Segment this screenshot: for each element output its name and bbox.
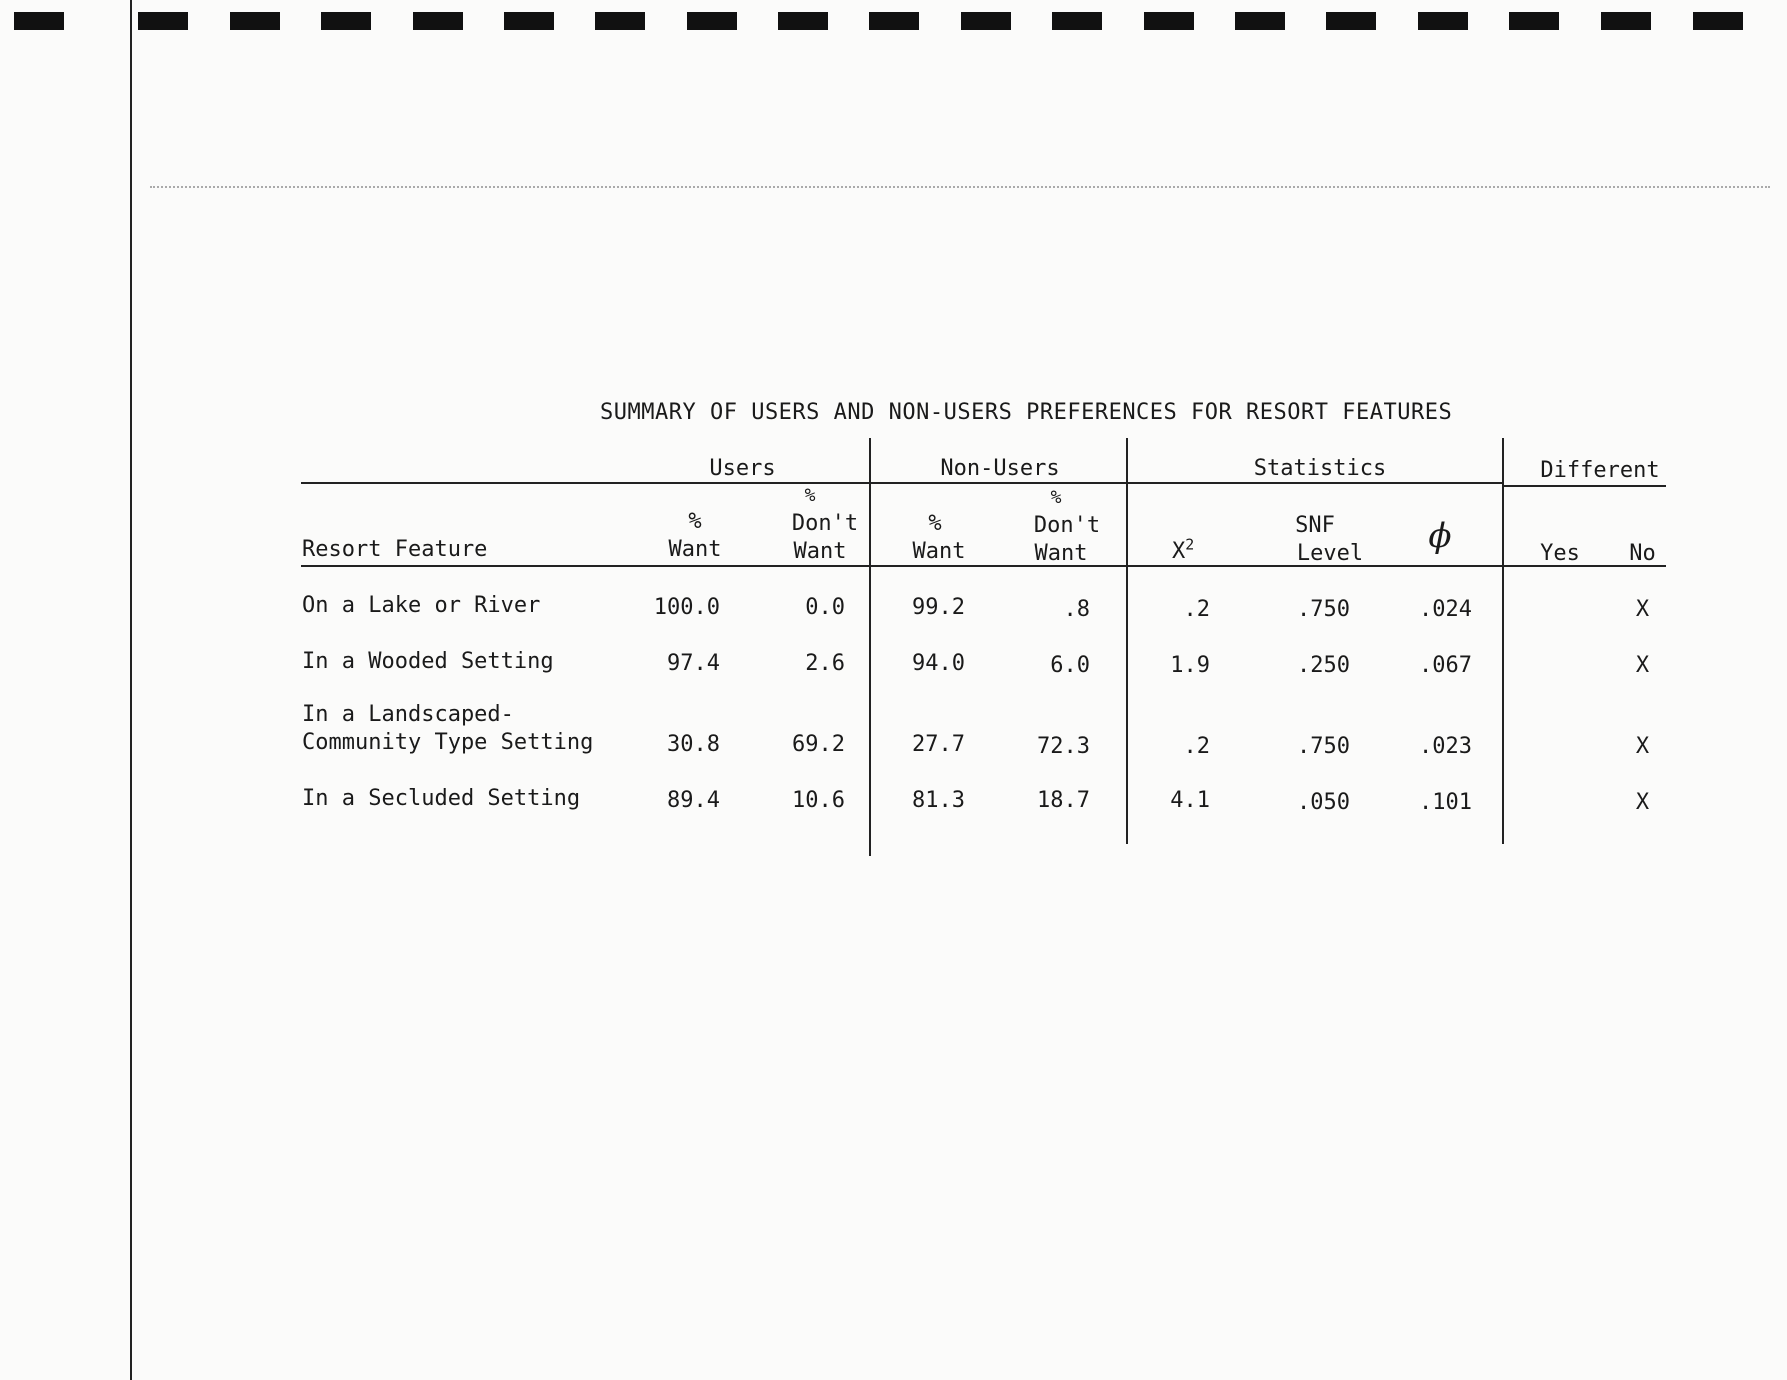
perforation-mark — [778, 12, 828, 30]
perforation-mark — [961, 12, 1011, 30]
perforation-mark — [1235, 12, 1285, 30]
table-title: SUMMARY OF USERS AND NON-USERS PREFERENCES FOR RESORT FEATURES — [600, 400, 1453, 425]
perforation-mark — [1693, 12, 1743, 30]
row-3-feature-cont: Community Type Setting — [302, 730, 594, 755]
row-1-feature: On a Lake or River — [302, 593, 541, 618]
perforation-mark — [1144, 12, 1194, 30]
row-3-nonusers-dont: 72.3 — [1037, 734, 1090, 759]
row-3-chi: .2 — [1183, 734, 1210, 759]
perforation-mark — [1326, 12, 1376, 30]
col-header-nonusers-dont: Don't — [1033, 513, 1101, 538]
divider-nonusers-statistics — [1126, 438, 1128, 844]
row-1-phi: .024 — [1419, 597, 1472, 622]
row-2-no: X — [1635, 653, 1650, 678]
row-3-feature: In a Landscaped- — [302, 702, 514, 727]
perforation-strip — [0, 12, 1787, 34]
row-1-snf: .750 — [1297, 597, 1350, 622]
perforation-mark — [595, 12, 645, 30]
group-header-users: Users — [709, 456, 776, 481]
row-3-phi: .023 — [1419, 734, 1472, 759]
perforation-mark — [138, 12, 188, 30]
perforation-mark — [687, 12, 737, 30]
col-header-users-dont-want: Want — [793, 539, 847, 564]
perforation-mark — [869, 12, 919, 30]
col-header-users-dont-pct: % — [804, 485, 816, 506]
perforation-mark — [1052, 12, 1102, 30]
col-header-snf-level: Level — [1296, 541, 1364, 566]
row-1-nonusers-dont: .8 — [1063, 597, 1090, 622]
col-header-users-dont: Don't — [791, 511, 859, 536]
group-header-non-users: Non-Users — [940, 456, 1060, 481]
col-header-nonusers-want: Want — [912, 539, 966, 564]
col-header-users-want: Want — [668, 537, 722, 562]
col-header-resort-feature: Resort Feature — [302, 537, 488, 562]
row-1-chi: .2 — [1183, 597, 1210, 622]
col-header-nonusers-dont-want: Want — [1034, 541, 1088, 566]
row-2-phi: .067 — [1419, 653, 1472, 678]
divider-statistics-different — [1502, 438, 1504, 844]
row-3-users-dont: 69.2 — [792, 732, 845, 757]
row-4-nonusers-want: 81.3 — [912, 788, 965, 813]
row-2-nonusers-want: 94.0 — [912, 651, 965, 676]
col-header-yes: Yes — [1540, 541, 1580, 566]
perforation-mark — [230, 12, 280, 30]
perforation-mark — [1418, 12, 1468, 30]
row-2-users-want: 97.4 — [667, 651, 720, 676]
row-2-users-dont: 2.6 — [805, 651, 845, 676]
row-2-nonusers-dont: 6.0 — [1050, 653, 1090, 678]
col-header-phi: ϕ — [1428, 516, 1452, 556]
perforation-mark — [1509, 12, 1559, 30]
different-group-rule — [1504, 485, 1666, 487]
row-3-snf: .750 — [1297, 734, 1350, 759]
col-header-no: No — [1629, 541, 1656, 566]
row-3-nonusers-want: 27.7 — [912, 732, 965, 757]
divider-users-nonusers — [869, 438, 871, 856]
row-4-nonusers-dont: 18.7 — [1037, 788, 1090, 813]
row-1-nonusers-want: 99.2 — [912, 595, 965, 620]
perforation-mark — [504, 12, 554, 30]
col-header-nonusers-dont-pct: % — [1050, 487, 1062, 508]
row-1-users-dont: 0.0 — [805, 595, 845, 620]
row-4-users-dont: 10.6 — [792, 788, 845, 813]
perforation-mark — [321, 12, 371, 30]
row-4-snf: .050 — [1297, 790, 1350, 815]
row-4-users-want: 89.4 — [667, 788, 720, 813]
row-4-feature: In a Secluded Setting — [302, 786, 581, 811]
col-header-users-want-pct: % — [688, 509, 702, 534]
row-2-chi: 1.9 — [1170, 653, 1210, 678]
col-header-chi-square — [1172, 535, 1195, 566]
row-3-users-want: 30.8 — [667, 732, 720, 757]
row-4-chi: 4.1 — [1170, 788, 1210, 813]
perforation-mark — [1601, 12, 1651, 30]
header-bottom-rule — [301, 565, 1666, 567]
perforation-mark — [14, 12, 64, 30]
row-4-no: X — [1635, 790, 1650, 815]
group-header-different: Different — [1540, 458, 1660, 483]
group-header-statistics: Statistics — [1253, 456, 1387, 481]
binder-margin-line — [130, 0, 132, 1380]
row-2-snf: .250 — [1297, 653, 1350, 678]
row-2-feature: In a Wooded Setting — [302, 649, 554, 674]
chi-exponent: 2 — [1185, 535, 1195, 554]
row-1-no: X — [1635, 597, 1650, 622]
fold-line — [150, 186, 1770, 188]
col-header-nonusers-want-pct: % — [928, 511, 942, 536]
row-4-phi: .101 — [1419, 790, 1472, 815]
chi-base: X — [1172, 539, 1186, 564]
perforation-mark — [413, 12, 463, 30]
row-3-no: X — [1635, 734, 1650, 759]
row-1-users-want: 100.0 — [653, 595, 720, 620]
col-header-snf: SNF — [1295, 513, 1335, 538]
